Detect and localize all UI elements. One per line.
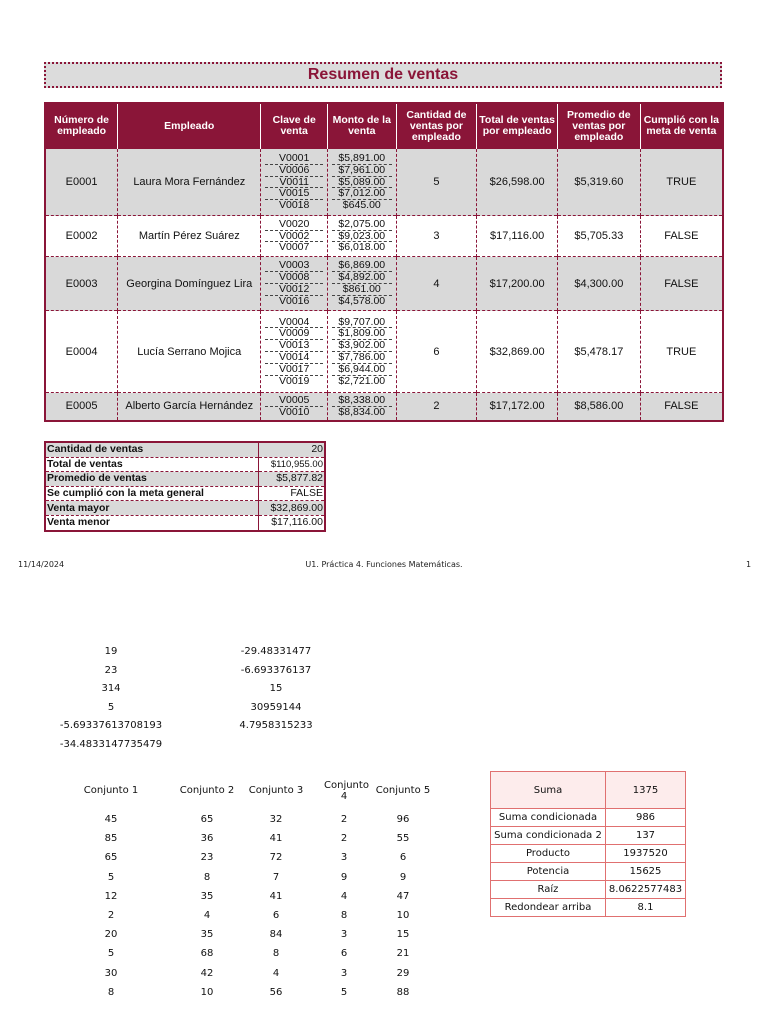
sale-amount: $2,721.00 bbox=[332, 375, 392, 387]
sales-count: 3 bbox=[396, 216, 477, 257]
sales-average: $5,319.60 bbox=[557, 149, 640, 216]
footer-title: U1. Práctica 4. Funciones Matemáticas. bbox=[305, 560, 463, 569]
conjunto-cell: 88 bbox=[396, 986, 410, 998]
sale-amount: $645.00 bbox=[332, 199, 392, 211]
summary-row bbox=[45, 472, 325, 487]
number-value: 314 bbox=[101, 683, 121, 695]
sale-amount: $4,578.00 bbox=[332, 295, 392, 307]
header-total: Total de ventas por empleado bbox=[477, 103, 558, 149]
sales-average: $5,705.33 bbox=[557, 216, 640, 257]
employee-name: Laura Mora Fernández bbox=[118, 149, 261, 216]
conjunto-cell: 4 bbox=[203, 910, 211, 921]
conjunto-cell: 72 bbox=[269, 852, 283, 864]
sale-amount: $5,089.00 bbox=[332, 176, 392, 188]
conjunto-cell: 68 bbox=[200, 948, 214, 960]
conjunto-header: Conjunto 4 bbox=[324, 780, 369, 802]
conjunto-header: Conjunto 2 bbox=[179, 785, 235, 796]
sale-key: V0008 bbox=[265, 271, 323, 283]
summary-row bbox=[45, 501, 325, 516]
conjunto-cell: 15 bbox=[396, 929, 410, 941]
conjunto-cell: 65 bbox=[200, 814, 214, 825]
sale-amounts bbox=[327, 311, 396, 393]
conjunto-cell: 55 bbox=[396, 833, 410, 845]
header-clave: Clave de venta bbox=[261, 103, 328, 149]
sale-key: V0009 bbox=[265, 327, 323, 339]
conjunto-cell: 10 bbox=[396, 910, 410, 921]
number-value: -34.4833147735479 bbox=[59, 739, 163, 750]
conjunto-cell: 36 bbox=[200, 833, 214, 845]
conjunto-cell: 45 bbox=[104, 814, 118, 825]
conjunto-cell: 9 bbox=[399, 871, 407, 883]
sales-count: 2 bbox=[396, 393, 477, 421]
result-label: Suma bbox=[491, 772, 606, 809]
sales-count: 5 bbox=[396, 149, 477, 216]
summary-value: $110,955.00 bbox=[259, 457, 326, 472]
employee-name: Alberto García Hernández bbox=[118, 393, 261, 421]
conjunto-cell: 41 bbox=[269, 833, 283, 845]
sales-count: 4 bbox=[396, 257, 477, 311]
conjunto-header: Conjunto 5 bbox=[375, 785, 431, 796]
sale-keys bbox=[261, 257, 328, 311]
conjunto-cell: 85 bbox=[104, 833, 118, 845]
employee-id: E0004 bbox=[45, 311, 118, 393]
sale-amount: $5,891.00 bbox=[338, 152, 386, 164]
number-value: 23 bbox=[104, 664, 118, 676]
conjunto-cell: 8 bbox=[340, 910, 348, 921]
summary-value: $5,877.82 bbox=[259, 472, 326, 487]
number-value: -6.693376137 bbox=[240, 664, 312, 676]
sale-amount-list bbox=[328, 317, 396, 387]
sale-amount: $1,809.00 bbox=[332, 327, 392, 339]
result-row bbox=[491, 863, 686, 881]
number-value: 30959144 bbox=[250, 701, 302, 713]
goal-met: FALSE bbox=[640, 393, 723, 421]
conjunto-cell: 20 bbox=[104, 929, 118, 941]
summary-row bbox=[45, 457, 325, 472]
sale-amount: $9,023.00 bbox=[332, 230, 392, 242]
number-value: 15 bbox=[269, 683, 283, 695]
sales-average: $5,478.17 bbox=[557, 311, 640, 393]
header-numero: Número de empleado bbox=[45, 103, 118, 149]
conjunto-header: Conjunto 1 bbox=[83, 785, 139, 796]
sale-key: V0005 bbox=[279, 393, 310, 406]
table-row bbox=[45, 216, 723, 257]
sale-amount: $8,834.00 bbox=[332, 406, 392, 418]
sale-amount: $4,892.00 bbox=[332, 271, 392, 283]
footer-date: 11/14/2024 bbox=[18, 560, 65, 569]
conjunto-cell: 35 bbox=[200, 890, 214, 902]
employee-name: Lucía Serrano Mojica bbox=[118, 311, 261, 393]
conjunto-header: Conjunto 3 bbox=[248, 785, 304, 796]
conjunto-cell: 65 bbox=[104, 852, 118, 864]
summary-row bbox=[45, 515, 325, 530]
table-row bbox=[45, 393, 723, 421]
sales-table bbox=[44, 102, 724, 422]
summary-table bbox=[44, 441, 326, 532]
result-row bbox=[491, 881, 686, 899]
sale-amount: $6,869.00 bbox=[338, 259, 386, 272]
sale-key: V0006 bbox=[265, 164, 323, 176]
sales-average: $4,300.00 bbox=[557, 257, 640, 311]
conjunto-cell: 8 bbox=[272, 948, 280, 960]
report-title: Resumen de ventas bbox=[44, 62, 722, 88]
sale-amount: $7,961.00 bbox=[332, 164, 392, 176]
sale-amount-list bbox=[328, 153, 396, 211]
conjunto-cell: 10 bbox=[200, 986, 214, 998]
sale-keys bbox=[261, 393, 328, 421]
table-row bbox=[45, 149, 723, 216]
number-value: 19 bbox=[104, 646, 118, 657]
sale-key: V0016 bbox=[265, 295, 323, 307]
sale-key-list bbox=[261, 260, 327, 306]
goal-met: FALSE bbox=[640, 216, 723, 257]
sale-key: V0020 bbox=[279, 217, 310, 230]
sale-amounts bbox=[327, 393, 396, 421]
conjunto-cell: 42 bbox=[200, 967, 214, 979]
sale-key: V0015 bbox=[265, 187, 323, 199]
conjunto-cell: 21 bbox=[396, 948, 410, 960]
sale-amount: $6,944.00 bbox=[332, 363, 392, 375]
sales-total: $17,200.00 bbox=[477, 257, 558, 311]
sale-keys bbox=[261, 149, 328, 216]
result-label: Redondear arriba bbox=[491, 899, 606, 917]
footer-page-number: 1 bbox=[746, 560, 752, 569]
number-value: 5 bbox=[107, 701, 115, 713]
result-value: 1375 bbox=[606, 772, 686, 809]
result-label: Raíz bbox=[491, 881, 606, 899]
conjunto-cell: 2 bbox=[340, 814, 348, 825]
conjunto-cell: 6 bbox=[399, 852, 407, 864]
header-cantidad: Cantidad de ventas por empleado bbox=[396, 103, 477, 149]
sale-amount: $7,012.00 bbox=[332, 187, 392, 199]
conjunto-cell: 35 bbox=[200, 929, 214, 941]
conjunto-cell: 3 bbox=[340, 929, 348, 941]
result-value: 8.0622577483 bbox=[606, 881, 686, 899]
result-label: Suma condicionada bbox=[491, 809, 606, 827]
sale-amount: $2,075.00 bbox=[338, 217, 386, 230]
sales-total: $26,598.00 bbox=[477, 149, 558, 216]
result-value: 1937520 bbox=[606, 845, 686, 863]
sales-total: $17,172.00 bbox=[477, 393, 558, 421]
sale-key-list bbox=[261, 153, 327, 211]
summary-value: 20 bbox=[259, 442, 326, 457]
conjunto-cell: 56 bbox=[269, 986, 283, 998]
conjunto-cell: 8 bbox=[107, 986, 115, 998]
sales-total: $17,116.00 bbox=[477, 216, 558, 257]
conjunto-cell: 32 bbox=[269, 814, 283, 825]
sale-amount-list bbox=[328, 219, 396, 253]
sale-key: V0010 bbox=[265, 406, 323, 418]
sale-key: V0003 bbox=[279, 259, 310, 272]
conjunto-cell: 9 bbox=[340, 871, 348, 883]
result-row bbox=[491, 772, 686, 809]
conjunto-cell: 23 bbox=[200, 852, 214, 864]
sale-key-list bbox=[261, 317, 327, 387]
sale-amounts bbox=[327, 257, 396, 311]
summary-row bbox=[45, 442, 325, 457]
sale-amounts bbox=[327, 216, 396, 257]
conjunto-cell: 4 bbox=[340, 890, 348, 902]
result-value: 137 bbox=[606, 827, 686, 845]
summary-value: $17,116.00 bbox=[259, 515, 326, 530]
result-value: 8.1 bbox=[606, 899, 686, 917]
sales-count: 6 bbox=[396, 311, 477, 393]
sale-key: V0001 bbox=[279, 152, 310, 164]
conjunto-cell: 12 bbox=[104, 890, 118, 902]
result-value: 986 bbox=[606, 809, 686, 827]
employee-id: E0002 bbox=[45, 216, 118, 257]
summary-value: $32,869.00 bbox=[259, 501, 326, 516]
header-monto: Monto de la venta bbox=[327, 103, 396, 149]
result-label: Potencia bbox=[491, 863, 606, 881]
header-meta: Cumplió con la meta de venta bbox=[640, 103, 723, 149]
sale-amount: $7,786.00 bbox=[332, 351, 392, 363]
results-table bbox=[490, 771, 686, 917]
result-row bbox=[491, 809, 686, 827]
number-value: -29.48331477 bbox=[240, 646, 312, 657]
sale-key: V0017 bbox=[265, 363, 323, 375]
conjunto-cell: 2 bbox=[340, 833, 348, 845]
summary-label: Total de ventas bbox=[45, 457, 259, 472]
result-label: Producto bbox=[491, 845, 606, 863]
summary-row bbox=[45, 486, 325, 501]
summary-value: FALSE bbox=[259, 486, 326, 501]
conjunto-cell: 84 bbox=[269, 929, 283, 941]
sale-key: V0002 bbox=[265, 230, 323, 242]
conjunto-cell: 96 bbox=[396, 814, 410, 825]
goal-met: FALSE bbox=[640, 257, 723, 311]
employee-name: Martín Pérez Suárez bbox=[118, 216, 261, 257]
number-value: -5.69337613708193 bbox=[59, 720, 163, 732]
number-value: 4.7958315233 bbox=[239, 720, 313, 732]
sale-key: V0019 bbox=[265, 375, 323, 387]
sale-amount: $861.00 bbox=[332, 283, 392, 295]
sale-amount: $8,338.00 bbox=[338, 393, 386, 406]
conjunto-cell: 30 bbox=[104, 967, 118, 979]
goal-met: TRUE bbox=[640, 311, 723, 393]
goal-met: TRUE bbox=[640, 149, 723, 216]
sale-key-list bbox=[261, 219, 327, 253]
conjunto-cell: 6 bbox=[340, 948, 348, 960]
sale-key: V0012 bbox=[265, 283, 323, 295]
sale-key-list bbox=[261, 395, 327, 418]
conjunto-cell: 7 bbox=[272, 871, 280, 883]
sale-amount-list bbox=[328, 260, 396, 306]
conjunto-cell: 8 bbox=[203, 871, 211, 883]
sale-amount-list bbox=[328, 395, 396, 418]
sale-key: V0018 bbox=[265, 199, 323, 211]
summary-label: Se cumplió con la meta general bbox=[45, 486, 259, 501]
conjunto-cell: 5 bbox=[107, 871, 115, 883]
employee-id: E0005 bbox=[45, 393, 118, 421]
conjunto-cell: 4 bbox=[272, 967, 280, 979]
result-row bbox=[491, 845, 686, 863]
sales-average: $8,586.00 bbox=[557, 393, 640, 421]
result-label: Suma condicionada 2 bbox=[491, 827, 606, 845]
header-empleado: Empleado bbox=[118, 103, 261, 149]
table-row bbox=[45, 257, 723, 311]
sale-amount: $3,902.00 bbox=[332, 339, 392, 351]
sale-key: V0014 bbox=[265, 351, 323, 363]
table-row bbox=[45, 311, 723, 393]
summary-label: Venta mayor bbox=[45, 501, 259, 516]
header-promedio: Promedio de ventas por empleado bbox=[557, 103, 640, 149]
summary-label: Cantidad de ventas bbox=[45, 442, 259, 457]
conjunto-cell: 41 bbox=[269, 890, 283, 902]
sale-keys bbox=[261, 311, 328, 393]
conjunto-cell: 2 bbox=[107, 910, 115, 921]
conjunto-cell: 29 bbox=[396, 967, 410, 979]
conjunto-cell: 47 bbox=[396, 890, 410, 902]
sales-total: $32,869.00 bbox=[477, 311, 558, 393]
conjunto-cell: 5 bbox=[340, 986, 348, 998]
summary-label: Promedio de ventas bbox=[45, 472, 259, 487]
sale-keys bbox=[261, 216, 328, 257]
summary-label: Venta menor bbox=[45, 515, 259, 530]
sale-key: V0007 bbox=[265, 241, 323, 253]
sale-amount: $9,707.00 bbox=[338, 315, 386, 328]
sale-amount: $6,018.00 bbox=[332, 241, 392, 253]
conjunto-cell: 3 bbox=[340, 852, 348, 864]
sale-key: V0004 bbox=[279, 315, 310, 328]
table-header-row bbox=[45, 103, 723, 149]
result-row bbox=[491, 827, 686, 845]
sale-amounts bbox=[327, 149, 396, 216]
sale-key: V0011 bbox=[265, 176, 323, 188]
conjunto-cell: 6 bbox=[272, 910, 280, 921]
employee-name: Georgina Domínguez Lira bbox=[118, 257, 261, 311]
conjunto-cell: 5 bbox=[107, 948, 115, 960]
result-value: 15625 bbox=[606, 863, 686, 881]
conjunto-cell: 3 bbox=[340, 967, 348, 979]
result-row bbox=[491, 899, 686, 917]
employee-id: E0001 bbox=[45, 149, 118, 216]
employee-id: E0003 bbox=[45, 257, 118, 311]
sale-key: V0013 bbox=[265, 339, 323, 351]
